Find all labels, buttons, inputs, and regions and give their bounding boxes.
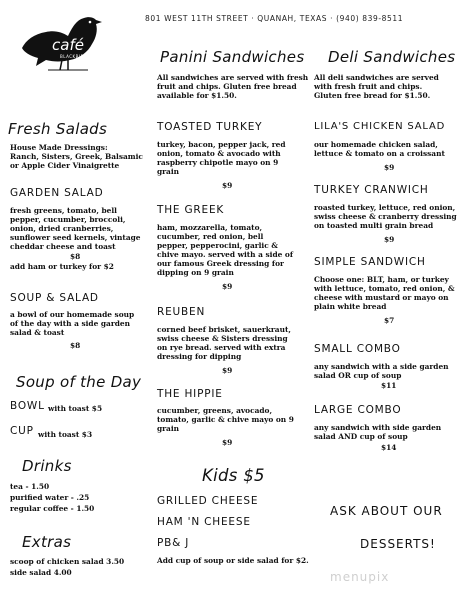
small-combo-price: $11 [381, 381, 397, 390]
drinks-title: Drinks [22, 457, 72, 475]
kids-note: Add cup of soup or side salad for $2. [157, 556, 309, 565]
the-hippie-price: $9 [222, 438, 233, 447]
extras-item: scoop of chicken salad 3.50 [10, 557, 125, 566]
reuben-desc-line: swiss cheese & Sisters dressing [157, 334, 288, 343]
soup-salad-desc-line: of the day with a side garden [10, 319, 130, 328]
toasted-turkey-desc-line: turkey, bacon, pepper jack, red [157, 140, 286, 149]
the-hippie-desc-line: grain [157, 424, 180, 433]
soup-salad-price: $8 [70, 341, 81, 350]
reuben-desc-line: corned beef brisket, sauerkraut, [157, 325, 291, 334]
soup-salad-desc-line: a bowl of our homemade soup [10, 310, 135, 319]
logo-subtext: BLACKBIRD [60, 54, 88, 59]
turkey-cranwich-desc-line: swiss cheese & cranberry dressing [314, 212, 457, 221]
simple-sandwich-price: $7 [384, 316, 395, 325]
panini-intro-line: fruit and chips. Gluten free bread [157, 82, 297, 91]
dressings-list: Ranch, Sisters, Greek, Balsamic or Apple Cider Vinaigrette [10, 152, 143, 171]
garden-salad-desc-line: cheddar cheese and toast [10, 242, 116, 251]
turkey-cranwich-price: $9 [384, 235, 395, 244]
extras-title: Extras [22, 533, 72, 551]
the-greek-desc-line: our famous Greek dressing for [157, 259, 284, 268]
lilas-chicken-salad-desc-line: lettuce & tomato on a croissant [314, 149, 445, 158]
small-combo-desc-line: any sandwich with a side garden [314, 362, 449, 371]
the-hippie-desc-line: cucumber, greens, avocado, [157, 406, 273, 415]
toasted-turkey-desc-line: raspberry chipotle mayo on 9 [157, 158, 279, 167]
large-combo-price: $14 [381, 443, 397, 452]
the-greek-desc-line: pepper, pepperocini, garlic & [157, 241, 278, 250]
turkey-cranwich-desc-line: on toasted multi grain bread [314, 221, 434, 230]
simple-sandwich-desc-line: cheese with mustard or mayo on [314, 293, 449, 302]
soup-salad-desc-line: salad & toast [10, 328, 65, 337]
bowl-desc: with toast $5 [48, 404, 103, 413]
fresh-salads-title: Fresh Salads [8, 120, 108, 138]
drink-item: regular coffee - 1.50 [10, 504, 95, 513]
garden-salad-name: GARDEN SALAD [10, 187, 104, 199]
logo-text: café [52, 36, 84, 54]
dressings-title: House Made Dressings: [10, 143, 108, 152]
panini-intro-line: available for $1.50. [157, 91, 237, 100]
garden-salad-desc-line: onion, dried cranberries, [10, 224, 114, 233]
the-hippie-name: THE HIPPIE [157, 388, 223, 400]
toasted-turkey-name: TOASTED TURKEY [157, 121, 263, 133]
the-greek-desc-line: ham, mozzarella, tomato, [157, 223, 263, 232]
kids-item: HAM 'N CHEESE [157, 516, 251, 528]
drink-item: purified water - .25 [10, 493, 90, 502]
deli-title: Deli Sandwiches [328, 48, 456, 66]
large-combo-desc-line: any sandwich with side garden [314, 423, 442, 432]
simple-sandwich-name: SIMPLE SANDWICH [314, 256, 426, 268]
garden-salad-extra: add ham or turkey for $2 [10, 262, 114, 271]
reuben-desc-line: on rye bread. served with extra [157, 343, 286, 352]
desserts-line2: DESSERTS! [360, 537, 436, 551]
garden-salad-price: $8 [70, 252, 81, 261]
reuben-price: $9 [222, 366, 233, 375]
the-hippie-desc-line: tomato, garlic & chive mayo on 9 [157, 415, 294, 424]
kids-title: Kids $5 [202, 466, 265, 485]
large-combo-name: LARGE COMBO [314, 404, 402, 416]
bowl-label: BOWL [10, 400, 45, 412]
lilas-chicken-salad-desc-line: our homemade chicken salad, [314, 140, 438, 149]
simple-sandwich-desc-line: with lettuce, tomato, red onion, & [314, 284, 455, 293]
extras-item: side salad 4.00 [10, 568, 72, 577]
kids-item: GRILLED CHEESE [157, 495, 259, 507]
lilas-chicken-salad-price: $9 [384, 163, 395, 172]
garden-salad-desc-line: pepper, cucumber, broccoli, [10, 215, 126, 224]
soup-salad-name: SOUP & SALAD [10, 292, 99, 304]
kids-item: PB& J [157, 537, 190, 549]
simple-sandwich-desc-line: Choose one: BLT, ham, or turkey [314, 275, 449, 284]
deli-intro-line: All deli sandwiches are served [314, 73, 439, 82]
turkey-cranwich-name: TURKEY CRANWICH [314, 184, 429, 196]
cafe-logo [18, 10, 118, 80]
small-combo-desc-line: salad OR cup of soup [314, 371, 402, 380]
turkey-cranwich-desc-line: roasted turkey, lettuce, red onion, [314, 203, 456, 212]
the-greek-desc-line: cucumber, red onion, bell [157, 232, 264, 241]
the-greek-desc-line: chive mayo. served with a side of [157, 250, 294, 259]
large-combo-desc-line: salad AND cup of soup [314, 432, 408, 441]
cup-desc: with toast $3 [38, 430, 93, 439]
toasted-turkey-desc-line: onion, tomato & avocado with [157, 149, 281, 158]
garden-salad-desc-line: sunflower seed kernels, vintage [10, 233, 141, 242]
cup-label: CUP [10, 425, 34, 437]
reuben-desc-line: dressing for dipping [157, 352, 242, 361]
lilas-chicken-salad-name: LILA'S CHICKEN SALAD [314, 121, 446, 132]
soup-of-day-title: Soup of the Day [16, 373, 142, 391]
small-combo-name: SMALL COMBO [314, 343, 401, 355]
panini-intro-line: All sandwiches are served with fresh [157, 73, 309, 82]
toasted-turkey-price: $9 [222, 181, 233, 190]
panini-title: Panini Sandwiches [160, 48, 305, 66]
watermark: menupix [330, 570, 390, 584]
reuben-name: REUBEN [157, 306, 206, 318]
toasted-turkey-desc-line: grain [157, 167, 180, 176]
restaurant-address: 801 WEST 11TH STREET · QUANAH, TEXAS · (940) 839-8511 [145, 14, 404, 23]
simple-sandwich-desc-line: plain white bread [314, 302, 387, 311]
drink-item: tea - 1.50 [10, 482, 50, 491]
garden-salad-desc-line: fresh greens, tomato, bell [10, 206, 117, 215]
desserts-line1: ASK ABOUT OUR [330, 504, 443, 518]
deli-intro-line: with fresh fruit and chips. [314, 82, 423, 91]
the-greek-name: THE GREEK [157, 204, 225, 216]
deli-intro-line: Gluten free bread for $1.50. [314, 91, 431, 100]
the-greek-price: $9 [222, 282, 233, 291]
the-greek-desc-line: dipping on 9 grain [157, 268, 234, 277]
